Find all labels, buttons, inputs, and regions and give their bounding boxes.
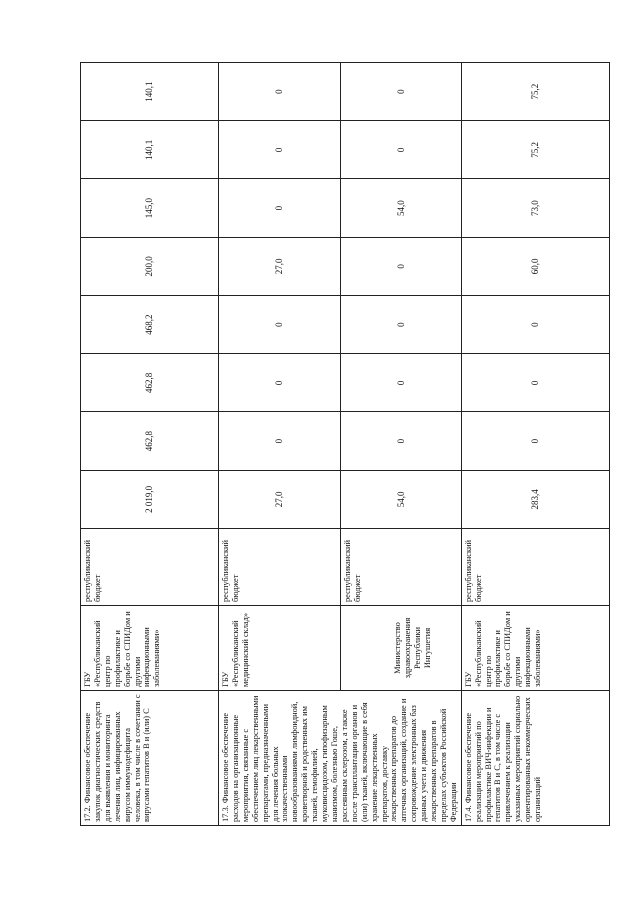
- value-cell: 0: [219, 354, 341, 412]
- source-cell: республиканский бюджет: [219, 529, 341, 606]
- value-cell: 60,0: [461, 237, 609, 295]
- value-cell: 0: [219, 63, 341, 121]
- value-cell: 283,4: [461, 470, 609, 528]
- value-cell: 0: [219, 296, 341, 354]
- value-cell: 2 019,0: [81, 470, 219, 528]
- table-row: [219, 63, 341, 826]
- value-cell: 27,0: [219, 237, 341, 295]
- value-cell: 0: [461, 296, 609, 354]
- value-cell: 462,8: [81, 354, 219, 412]
- value-cell: 0: [219, 121, 341, 179]
- value-cell: 0: [341, 296, 461, 354]
- value-cell: 0: [461, 412, 609, 470]
- rotated-table-sheet: [80, 62, 608, 826]
- value-cell: 75,2: [461, 63, 609, 121]
- value-cell: 54,0: [341, 179, 461, 237]
- value-cell: 0: [219, 179, 341, 237]
- value-cell: 0: [341, 63, 461, 121]
- value-cell: 54,0: [341, 470, 461, 528]
- value-cell: 27,0: [219, 470, 341, 528]
- source-cell: республиканский бюджет: [81, 529, 219, 606]
- value-cell: 75,2: [461, 121, 609, 179]
- value-cell: 0: [341, 121, 461, 179]
- table-row: [461, 63, 609, 826]
- event-cell: 17.2. Финансовое обеспечение закупок диагностических средств для выявления и мониторинга лечения лиц, инфицированных вирусом иммунодефицита человека, в том числе в сочетании с вирусами гепатитов B и (или) C: [81, 691, 219, 826]
- source-cell: республиканский бюджет: [341, 529, 461, 606]
- executor-cell: Министерство здравоохранения Республики Ингушетия: [341, 606, 461, 691]
- executor-cell: ГБУ «Республиканский медицинский склад»: [219, 606, 341, 691]
- value-cell: 0: [341, 237, 461, 295]
- executor-cell: ГБУ «Республиканский центр по профилактике и борьбе со СПИДом и другими инфекционными заболеваниями»: [461, 606, 609, 691]
- value-cell: 145,0: [81, 179, 219, 237]
- table-row: [81, 63, 219, 826]
- value-cell: 73,0: [461, 179, 609, 237]
- value-cell: 0: [461, 354, 609, 412]
- value-cell: 140,1: [81, 121, 219, 179]
- value-cell: 462,8: [81, 412, 219, 470]
- value-cell: 468,2: [81, 296, 219, 354]
- value-cell: 0: [341, 412, 461, 470]
- value-cell: 0: [341, 354, 461, 412]
- value-cell: 140,1: [81, 63, 219, 121]
- value-cell: 0: [219, 412, 341, 470]
- value-cell: 200,0: [81, 237, 219, 295]
- source-cell: республиканский бюджет: [461, 529, 609, 606]
- event-cell: 17.4. Финансовое обеспечение реализации мероприятий по профилактике ВИЧ-инфекции и гепатитов B и C, в том числе с привлечением к реализации указанных мероприятий социально ориентированных некоммерческих организаций: [461, 691, 609, 826]
- event-cell: 17.3. Финансовое обеспечение расходов на организационные мероприятия, связанные с обеспечением лиц лекарственными препаратами, предназначенными для лечения больных злокачественными новообразованиями лимфоидной, кроветворной и родственных им тканей, гемофилией, муковисцидозом, гипофизарным нанизмом, болезнью Гоше, рассеянным склерозом, а также после трансплантации органов и (или) тканей, включающие в себя хранение лекарственных препаратов, доставку лекарственных препаратов до аптечных организаций, создание и сопровождение электронных баз данных учета и движения лекарственных препаратов в пределах субъектов Российской Федерации: [219, 691, 462, 826]
- executor-cell: ГБУ «Республиканский центр по профилактике и борьбе со СПИДом и другими инфекционными заболеваниями»: [81, 606, 219, 691]
- program-events-table: [80, 62, 610, 826]
